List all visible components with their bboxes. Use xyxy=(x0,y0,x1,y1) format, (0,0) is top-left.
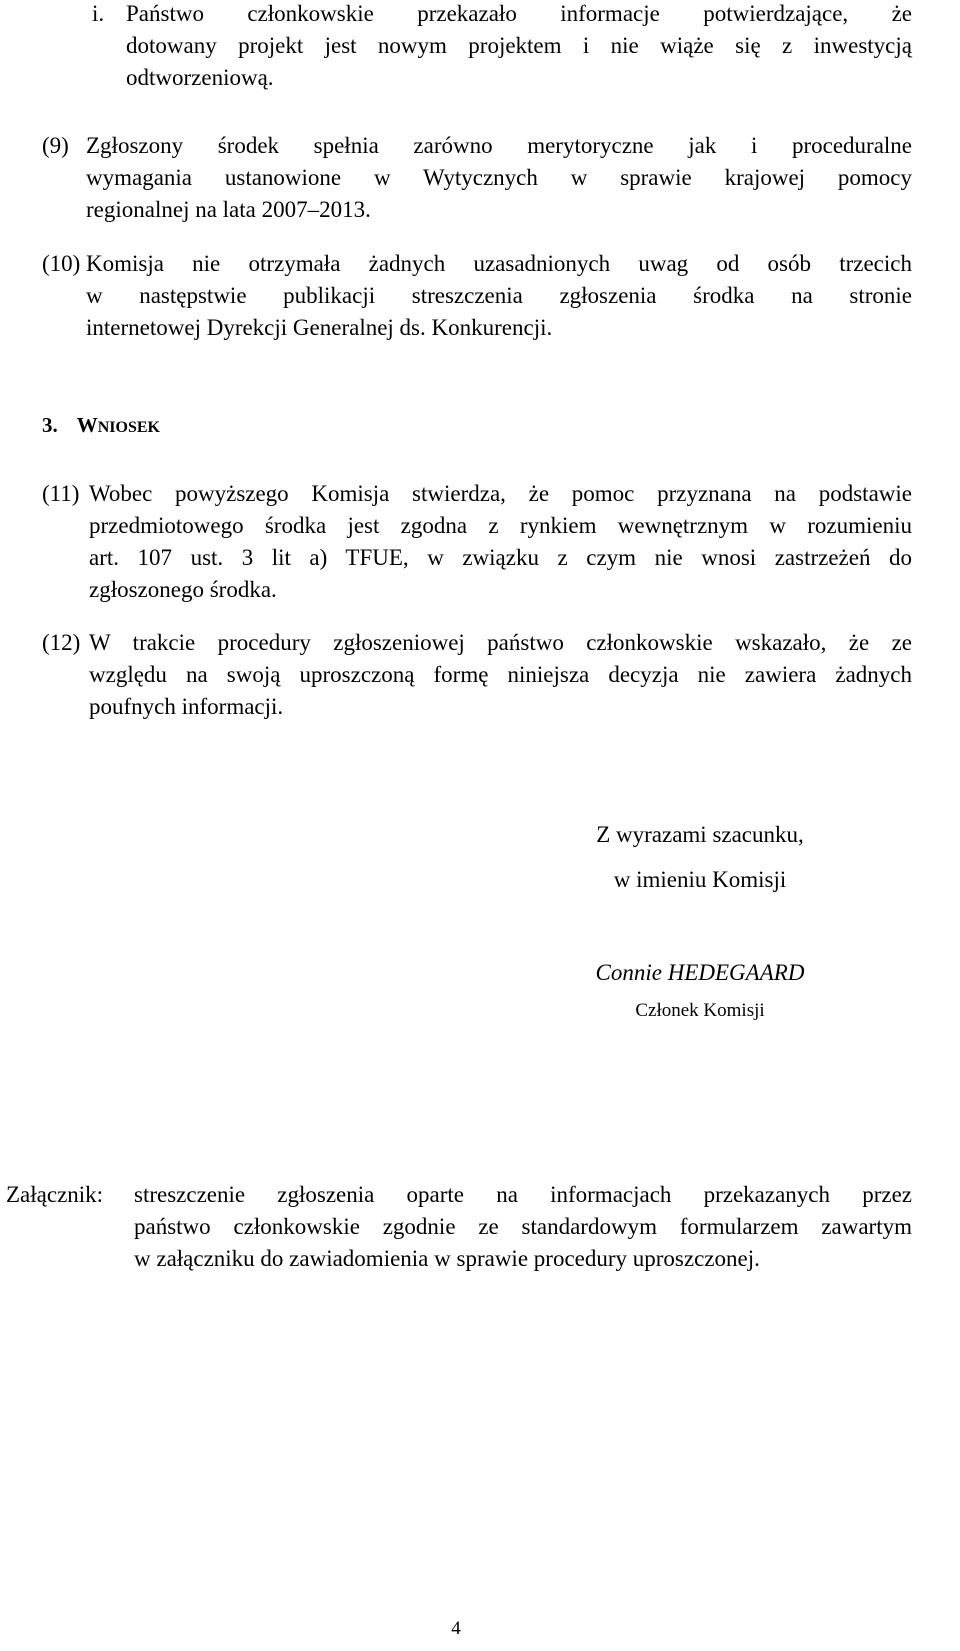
text-line: względu na swoją uproszczoną formę niniejsza decyzja nie zawiera żadnych xyxy=(89,662,912,687)
text-line: w załączniku do zawiadomienia w sprawie procedury uproszczonej. xyxy=(134,1246,760,1271)
text-line: dotowany projekt jest nowym projektem i nie wiąże się z inwestycją xyxy=(126,33,912,58)
annex-label: Załącznik: xyxy=(6,1182,104,1207)
page-number: 4 xyxy=(451,1618,461,1639)
para-11-text xyxy=(89,478,912,606)
section-3-heading xyxy=(42,410,160,443)
annex-text xyxy=(134,1179,912,1275)
text-line: regionalnej na lata 2007–2013. xyxy=(86,197,371,222)
text-line: W trakcie procedury zgłoszeniowej państwo członkowskie wskazało, że ze xyxy=(89,630,912,655)
text-line: państwo członkowskie zgodnie ze standardowym formularzem zawartym xyxy=(134,1214,912,1239)
para-9-number: (9) xyxy=(42,133,69,158)
para-9-text xyxy=(86,130,912,226)
text-line: odtworzeniową. xyxy=(126,65,274,90)
text-line: Wobec powyższego Komisja stwierdza, że pomoc przyznana na podstawie xyxy=(89,481,912,506)
section-title-rest: NIOSEK xyxy=(97,419,160,436)
text-line: zgłoszonego środka. xyxy=(89,577,277,602)
signatory-name: Connie HEDEGAARD xyxy=(595,960,805,985)
para-10-number: (10) xyxy=(42,251,81,276)
text-line: poufnych informacji. xyxy=(89,694,284,719)
para-12-text xyxy=(89,627,912,723)
section-title-initial: W xyxy=(76,413,98,437)
text-line: w następstwie publikacji streszczenia zgłoszenia środka na stronie xyxy=(86,283,912,308)
text-line: streszczenie zgłoszenia oparte na informacjach przekazanych przez xyxy=(134,1182,912,1207)
text-line: internetowej Dyrekcji Generalnej ds. Konkurencji. xyxy=(86,315,553,340)
item-i-text xyxy=(126,0,912,94)
text-line: art. 107 ust. 3 lit a) TFUE, w związku z czym nie wnosi zastrzeżeń do xyxy=(89,545,912,570)
closing-on-behalf: w imieniu Komisji xyxy=(613,867,787,892)
section-number: 3. xyxy=(42,413,58,437)
para-11-number: (11) xyxy=(42,481,80,506)
text-line: wymagania ustanowione w Wytycznych w sprawie krajowej pomocy xyxy=(86,165,912,190)
item-i-label: i. xyxy=(92,1,105,26)
closing-salutation: Z wyrazami szacunku, xyxy=(596,822,804,847)
text-line: Zgłoszony środek spełnia zarówno merytoryczne jak i proceduralne xyxy=(86,133,912,158)
text-line: przedmiotowego środka jest zgodna z rynkiem wewnętrznym w rozumieniu xyxy=(89,513,912,538)
text-line: Państwo członkowskie przekazało informacje potwierdzające, że xyxy=(126,1,912,26)
para-12-number: (12) xyxy=(42,630,81,655)
signatory-title: Członek Komisji xyxy=(635,1000,765,1021)
text-line: Komisja nie otrzymała żadnych uzasadnionych uwag od osób trzecich xyxy=(86,251,912,276)
para-10-text xyxy=(86,248,912,344)
